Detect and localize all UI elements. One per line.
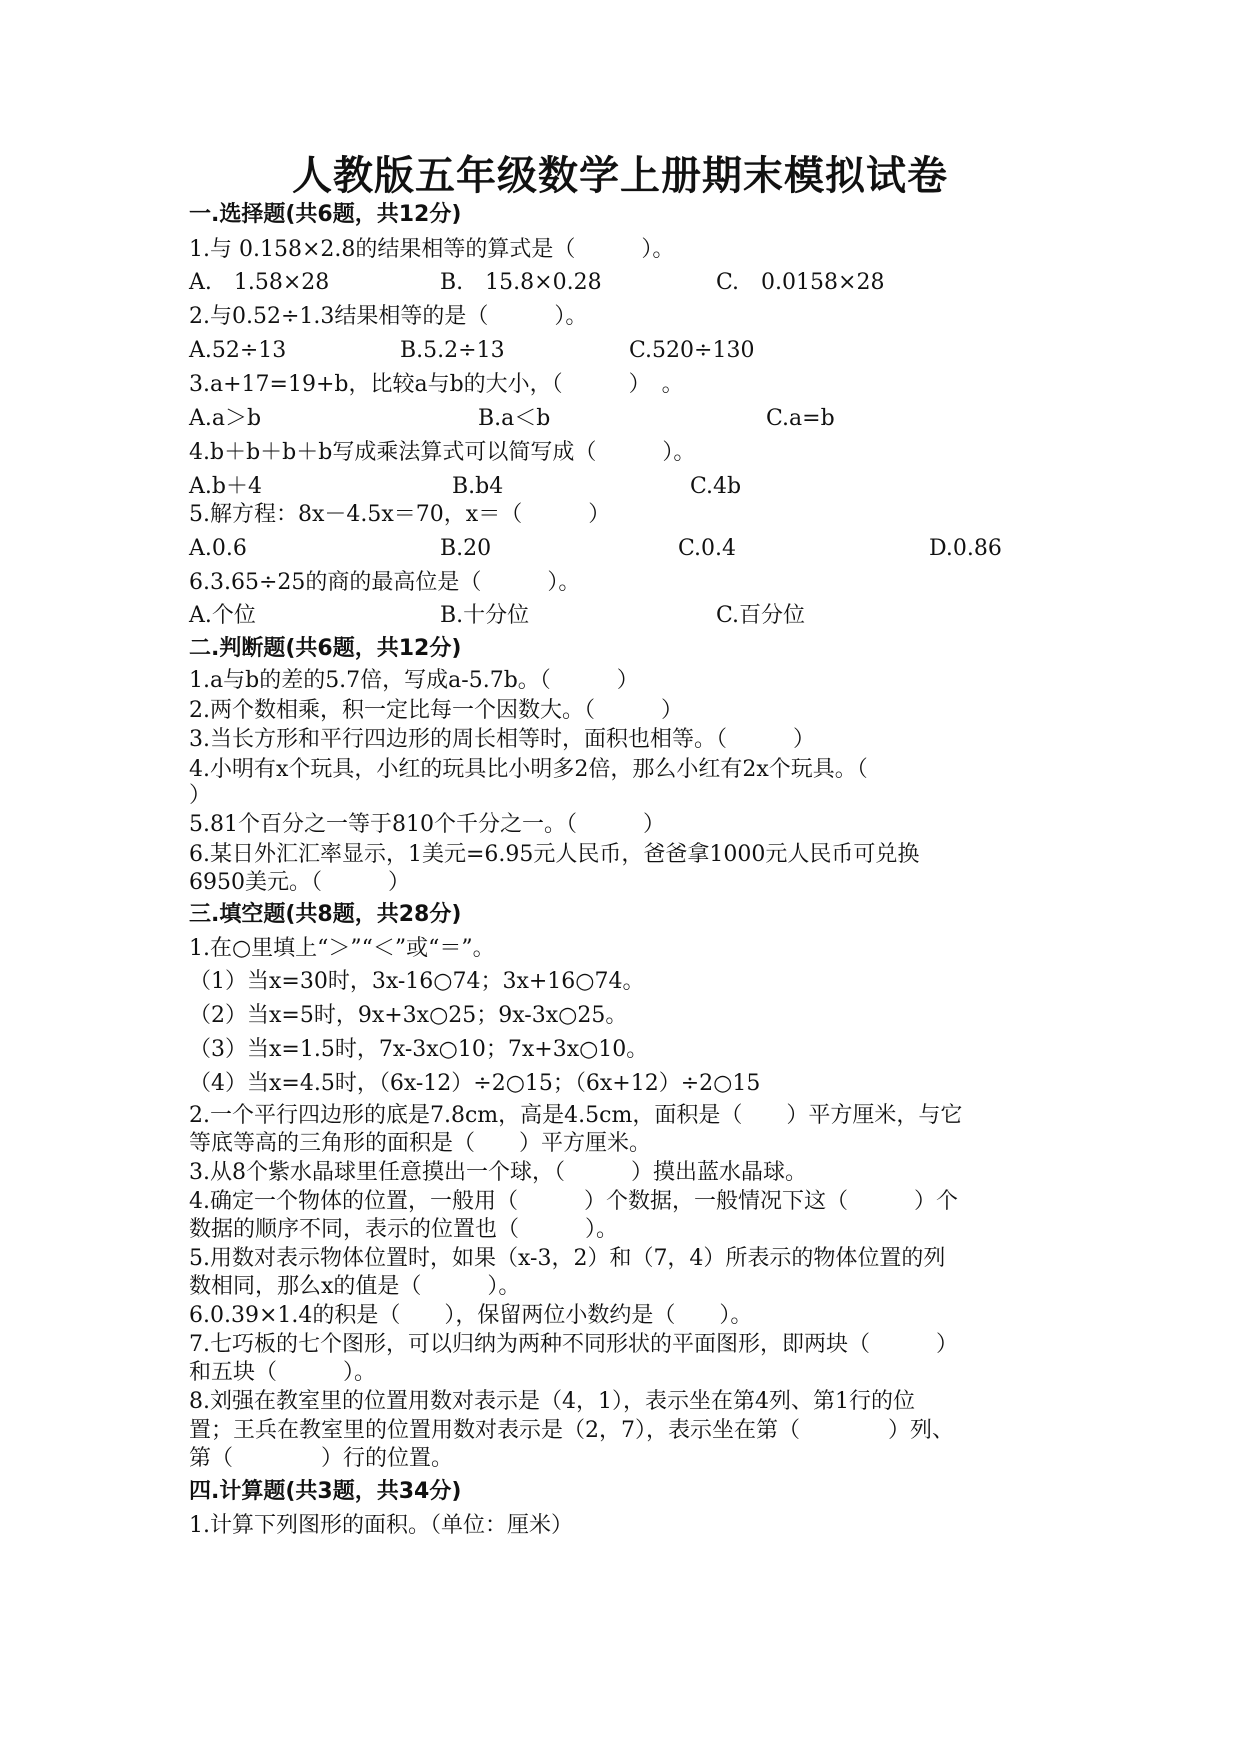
choice-question-1: 1.与 0.158×2.8的结果相等的算式是（ ）。 [189,237,675,262]
choice-question-5: 5.解方程：8x－4.5x＝70，x＝（ ） [189,502,611,527]
choice-5-option-b: B.20 [440,536,492,561]
fill-question-2-cont: 等底等高的三角形的面积是（ ）平方厘米。 [189,1131,652,1156]
fill-question-5: 5.用数对表示物体位置时，如果（x-3，2）和（7，4）所表示的物体位置的列 [189,1246,946,1271]
choice-4-option-c: C.4b [690,474,742,499]
fill-question-5-cont: 数相同，那么x的值是（ ）。 [189,1274,521,1299]
fill-question-4-cont: 数据的顺序不同，表示的位置也（ ）。 [189,1217,619,1242]
choice-4-option-b: B.b4 [452,474,504,499]
fill-question-1-part-1: （1）当x=30时，3x-16○74；3x+16○74。 [189,969,645,994]
choice-6-option-b: B.十分位 [440,603,530,628]
judge-question-3: 3.当长方形和平行四边形的周长相等时，面积也相等。（ ） [189,727,815,752]
judge-question-4: 4.小明有x个玩具，小红的玩具比小明多2倍，那么小红有2x个玩具。（ [189,757,868,782]
fill-question-1-part-3: （3）当x=1.5时，7x-3x○10；7x+3x○10。 [189,1037,649,1062]
fill-question-2: 2.一个平行四边形的底是7.8cm，高是4.5cm，面积是（ ）平方厘米，与它 [189,1103,963,1128]
exam-title: 人教版五年级数学上册期末模拟试卷 [292,152,948,199]
choice-2-option-b: B.5.2÷13 [400,338,505,363]
fill-question-8-cont-2: 第（ ）行的位置。 [189,1446,454,1471]
choice-2-option-c: C.520÷130 [629,338,755,363]
choice-2-option-a: A.52÷13 [189,338,287,363]
choice-6-option-c: C.百分位 [716,603,806,628]
fill-question-1-part-4: （4）当x=4.5时，（6x-12）÷2○15；（6x+12）÷2○15 [189,1071,761,1096]
choice-question-3: 3.a+17=19+b，比较a与b的大小，（ ） 。 [189,372,684,397]
choice-5-option-d: D.0.86 [929,536,1002,561]
choice-1-option-b: B. 15.8×0.28 [440,270,602,295]
choice-5-option-c: C.0.4 [678,536,737,561]
choice-3-option-c: C.a=b [766,406,835,431]
section-heading-choice: 一.选择题(共6题，共12分) [189,202,462,227]
fill-question-3: 3.从8个紫水晶球里任意摸出一个球，（ ）摸出蓝水晶球。 [189,1160,807,1185]
choice-3-option-b: B.a＜b [478,406,551,431]
judge-question-6-cont: 6950美元。（ ） [189,870,410,895]
judge-question-2: 2.两个数相乘，积一定比每一个因数大。（ ） [189,698,683,723]
section-heading-calculation: 四.计算题(共3题，共34分) [189,1479,462,1504]
choice-1-option-a: A. 1.58×28 [189,270,330,295]
fill-question-7-cont: 和五块（ ）。 [189,1360,377,1385]
choice-question-2: 2.与0.52÷1.3结果相等的是（ ）。 [189,304,588,329]
judge-question-1: 1.a与b的差的5.7倍，写成a-5.7b。（ ） [189,668,639,693]
choice-3-option-a: A.a＞b [189,406,262,431]
choice-4-option-a: A.b＋4 [189,474,262,499]
choice-question-4: 4.b＋b＋b＋b写成乘法算式可以简写成（ ）。 [189,440,696,465]
fill-question-8: 8.刘强在教室里的位置用数对表示是（4，1），表示坐在第4列、第1行的位 [189,1389,915,1414]
calc-question-1: 1.计算下列图形的面积。（单位：厘米） [189,1513,573,1538]
fill-question-8-cont: 置；王兵在教室里的位置用数对表示是（2，7），表示坐在第（ ）列、 [189,1418,954,1443]
judge-question-6: 6.某日外汇汇率显示，1美元=6.95元人民币，爸爸拿1000元人民币可兑换 [189,842,920,867]
fill-question-1-part-2: （2）当x=5时，9x+3x○25；9x-3x○25。 [189,1003,628,1028]
choice-1-option-c: C. 0.0158×28 [716,270,885,295]
section-heading-fill-blank: 三.填空题(共8题，共28分) [189,902,462,927]
section-heading-judgement: 二.判断题(共6题，共12分) [189,636,462,661]
judge-question-4-cont: ） [189,783,212,808]
choice-question-6: 6.3.65÷25的商的最高位是（ ）。 [189,570,581,595]
fill-question-1: 1.在○里填上“＞”“＜”或“＝”。 [189,936,495,961]
choice-5-option-a: A.0.6 [189,536,247,561]
fill-question-4: 4.确定一个物体的位置，一般用（ ）个数据，一般情况下这（ ）个 [189,1189,958,1214]
fill-question-7: 7.七巧板的七个图形，可以归纳为两种不同形状的平面图形，即两块（ ） [189,1332,958,1357]
judge-question-5: 5.81个百分之一等于810个千分之一。（ ） [189,812,665,837]
fill-question-6: 6.0.39×1.4的积是（ ），保留两位小数约是（ ）。 [189,1303,753,1328]
choice-6-option-a: A.个位 [189,603,256,628]
